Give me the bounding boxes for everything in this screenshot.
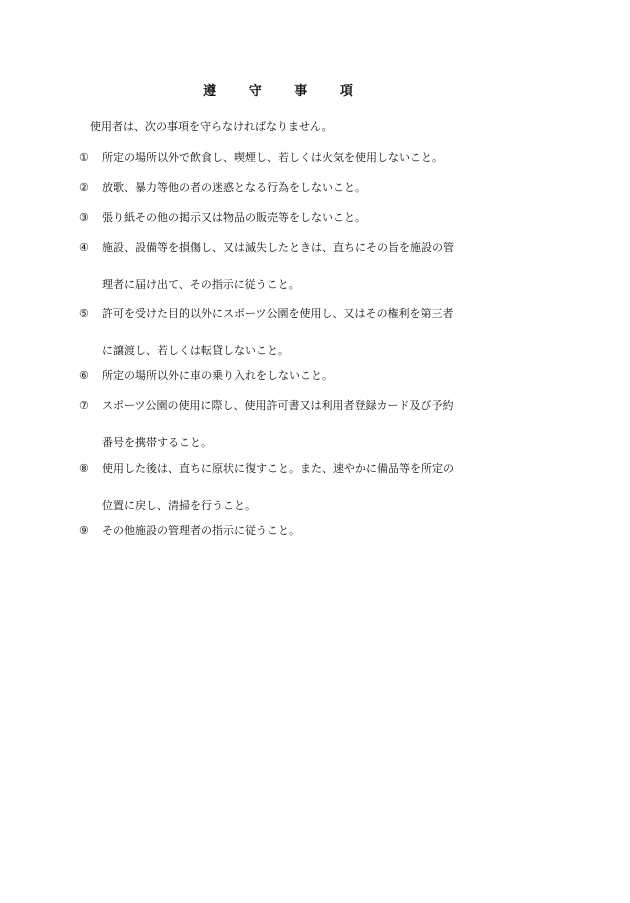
item-text: スポーツ公園の使用に際し、使用許可書又は利用者登録カード及び予約	[102, 399, 454, 412]
rule-item-7	[79, 391, 489, 457]
item-text-continued: に譲渡し、若しくは転貸しないこと。	[102, 344, 289, 357]
item-text: 放歌、暴力等他の者の迷惑となる行為をしないこと。	[102, 181, 366, 194]
rule-item-4	[79, 233, 489, 299]
item-number: ⑥	[79, 369, 89, 382]
item-number: ⑧	[79, 462, 89, 475]
item-text: 使用した後は、直ちに原状に復すこと。また、速やかに備品等を所定の	[102, 462, 454, 475]
intro-text: 使用者は、次の事項を守らなければなりません。	[90, 120, 333, 133]
item-number: ①	[79, 151, 89, 164]
title-char: 項	[339, 84, 353, 99]
item-number: ⑤	[79, 307, 89, 320]
title-char: 守	[248, 84, 262, 99]
rule-item-5	[79, 299, 489, 365]
item-text: 許可を受けた目的以外にスポーツ公園を使用し、又はその権利を第三者	[102, 307, 454, 320]
item-text-continued: 番号を携帯すること。	[102, 436, 212, 449]
item-number: ⑨	[79, 524, 89, 537]
item-text-continued: 位置に戻し、清掃を行うこと。	[102, 499, 256, 512]
rule-item-2	[79, 173, 489, 202]
rule-item-8	[79, 454, 489, 520]
title-char: 遵	[203, 84, 217, 99]
item-text: その他施設の管理者の指示に従うこと。	[102, 524, 300, 537]
page-title	[0, 80, 556, 99]
item-text: 所定の場所以外で飲食し、喫煙し、若しくは火気を使用しないこと。	[102, 151, 443, 164]
item-number: ③	[79, 211, 89, 224]
title-char: 事	[294, 84, 308, 99]
item-text-continued: 理者に届け出て、その指示に従うこと。	[102, 278, 300, 291]
item-number: ②	[79, 181, 89, 194]
item-text: 張り紙その他の掲示又は物品の販売等をしないこと。	[102, 211, 366, 224]
item-number: ④	[79, 241, 89, 254]
item-text: 所定の場所以外に車の乗り入れをしないこと。	[102, 369, 333, 382]
rule-item-3	[79, 203, 489, 232]
item-number: ⑦	[79, 399, 89, 412]
rule-item-9	[79, 516, 489, 545]
rule-item-1	[79, 143, 489, 172]
item-text: 施設、設備等を損傷し、又は滅失したときは、直ちにその旨を施設の管	[102, 241, 454, 254]
rule-item-6	[79, 361, 489, 390]
